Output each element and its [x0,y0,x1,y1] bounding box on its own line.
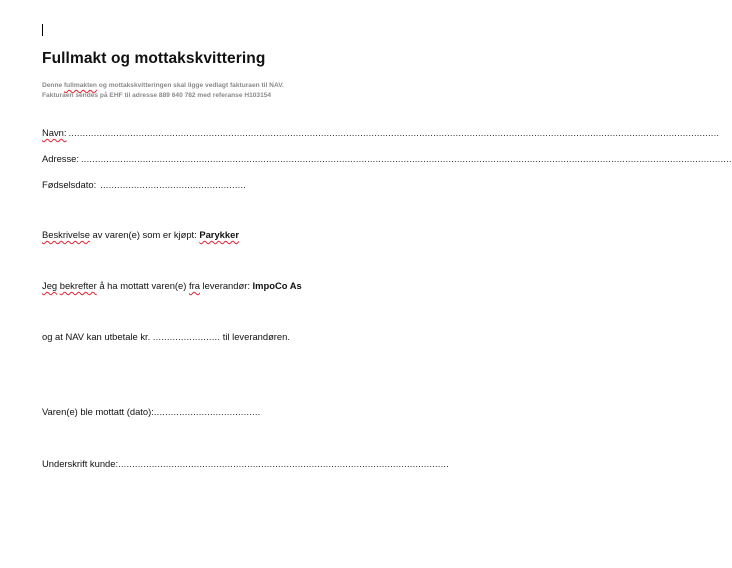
field-adresse[interactable] [42,153,732,164]
beskrivelse-line [42,229,239,240]
spellcheck-word: Jeg [42,280,58,291]
bekreft-text: å ha mottatt varen(e) [96,280,189,291]
mottatt-dato-line [42,406,260,417]
subtitle-line-1 [42,82,284,89]
subtitle-text: Denne [42,82,64,89]
beskrivelse-text: av varen(e) som er kjøpt: [89,229,200,240]
subtitle-text: og mottakskvitteringen skal ligge vedlagt fakturaen til NAV. [96,82,284,89]
spellcheck-word: fra [188,280,200,291]
utbetale-text: til leverandøren. [220,331,290,342]
field-fill-dots: ........................................................................................................................................................................................................................................ [81,153,732,164]
beskrivelse-value: Parykker [199,229,239,240]
leverandor-value: ImpoCo As [252,280,302,291]
signature-fill-dots[interactable]: ...................................................................................................................... [118,458,450,469]
mottatt-label: Varen(e) ble mottatt (dato): [42,406,154,417]
bekreft-text: leverandør: [199,280,253,291]
field-label: Adresse: [42,153,79,164]
spellcheck-word: fullmakten [63,82,97,89]
utbetale-line [42,331,290,342]
field-label: Fødselsdato: [42,179,97,190]
field-fill-dots: .................................................... [100,179,247,190]
spellcheck-word: bekrefter [59,280,97,291]
underskrift-line [42,458,449,469]
field-fodselsdato[interactable] [42,179,246,190]
text-cursor [42,24,43,36]
bekreft-line [42,280,302,291]
field-label: Navn: [42,127,67,138]
subtitle-line-2: Fakturaen sendes på EHF til adresse 889 640 782 med referanse H103154 [42,92,272,99]
belop-fill-dots[interactable]: ........................ [152,331,221,342]
field-fill-dots: ........................................................................................................................................................................................................................................ [68,127,720,138]
field-navn[interactable] [42,127,720,138]
utbetale-text: og at NAV kan utbetale kr. [42,331,153,342]
underskrift-label: Underskrift kunde: [42,458,119,469]
dato-fill-dots[interactable]: ...................................... [153,406,261,417]
document-title: Fullmakt og mottakskvittering [42,50,266,67]
spellcheck-word: Beskrivelse [42,229,90,240]
